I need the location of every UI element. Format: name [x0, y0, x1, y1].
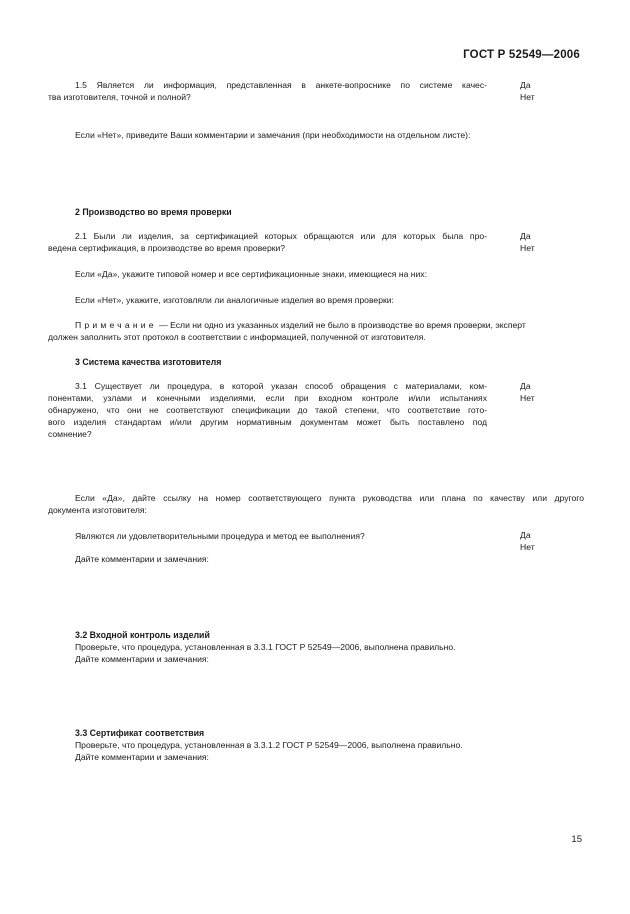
- answer-options-3-1-satisfactory: [520, 529, 535, 553]
- question-3-1-if-yes-line-2: документа изготовителя:: [48, 505, 147, 515]
- question-3-1-satisfactory: Являются ли удовлетворительными процедура и метод ее выполнения?: [75, 531, 365, 541]
- subsection-3-2-heading: 3.2 Входной контроль изделий: [75, 630, 210, 640]
- question-1-5-line-1: 1.5 Является ли информация, представленная в анкете-вопроснике по системе качес-: [75, 80, 487, 90]
- question-3-1-line-4: вого изделия стандартам и/или другим нормативным документам может быть поставлено под: [48, 417, 487, 427]
- answer-options-1-5: [520, 79, 535, 103]
- answer-yes: Да: [520, 231, 531, 241]
- comments-prompt: Дайте комментарии и замечания:: [75, 654, 209, 664]
- comments-prompt: Дайте комментарии и замечания:: [75, 752, 209, 762]
- note-label: Примечание: [75, 320, 157, 330]
- note-line-1: [75, 319, 526, 331]
- question-2-1-if-no: Если «Нет», укажите, изготовляли ли аналогичные изделия во время проверки:: [75, 295, 394, 305]
- question-2-1-line-2: ведена сертификация, в производстве во время проверки?: [48, 243, 286, 253]
- question-1-5-line-2: тва изготовителя, точной и полной?: [48, 92, 191, 102]
- subsection-3-2-instruction: Проверьте, что процедура, установленная в 3.3.1 ГОСТ Р 52549—2006, выполнена правильно.: [75, 642, 456, 652]
- subsection-3-3-heading: 3.3 Сертификат соответствия: [75, 728, 205, 738]
- question-3-1-line-5: сомнение?: [48, 429, 92, 439]
- question-3-1-line-3: обнаружено, что они не соответствуют спецификации до такой степени, что соответствие гото-: [48, 405, 487, 415]
- answer-no: Нет: [520, 393, 535, 403]
- question-2-1-line-1: 2.1 Были ли изделия, за сертификацией которых обращаются или для которых была про-: [75, 231, 487, 241]
- note-line-2: должен заполнить этот протокол в соответствии с информацией, полученной от изготовителя.: [48, 332, 426, 342]
- answer-options-3-1: [520, 380, 535, 404]
- answer-no: Нет: [520, 92, 535, 102]
- answer-yes: Да: [520, 530, 531, 540]
- question-1-5-comment-prompt: Если «Нет», приведите Ваши комментарии и замечания (при необходимости на отдельном листе):: [75, 130, 471, 140]
- standard-designation: ГОСТ Р 52549—2006: [463, 49, 580, 61]
- subsection-3-3-instruction: Проверьте, что процедура, установленная в 3.3.1.2 ГОСТ Р 52549—2006, выполнена правильно.: [75, 740, 463, 750]
- answer-yes: Да: [520, 80, 531, 90]
- page-number: 15: [571, 834, 582, 845]
- note-text: — Если ни одно из указанных изделий не было в производстве во время проверки, эксперт: [156, 320, 526, 330]
- answer-no: Нет: [520, 542, 535, 552]
- answer-options-2-1: [520, 230, 535, 254]
- question-3-1-line-1: 3.1 Существует ли процедура, в которой указан способ обращения с материалами, ком-: [75, 381, 487, 391]
- question-2-1-if-yes: Если «Да», укажите типовой номер и все сертификационные знаки, имеющиеся на них:: [75, 269, 427, 279]
- section-2-heading: 2 Производство во время проверки: [75, 207, 232, 217]
- section-3-heading: 3 Система качества изготовителя: [75, 357, 222, 367]
- answer-yes: Да: [520, 381, 531, 391]
- question-3-1-if-yes-line-1: Если «Да», дайте ссылку на номер соответствующего пункта руководства или плана по качеству или другого: [75, 493, 584, 503]
- question-3-1-line-2: понентами, узлами и конечными изделиями, если при входном контроле и/или испытаниях: [48, 393, 487, 403]
- answer-no: Нет: [520, 243, 535, 253]
- comments-prompt: Дайте комментарии и замечания:: [75, 554, 209, 564]
